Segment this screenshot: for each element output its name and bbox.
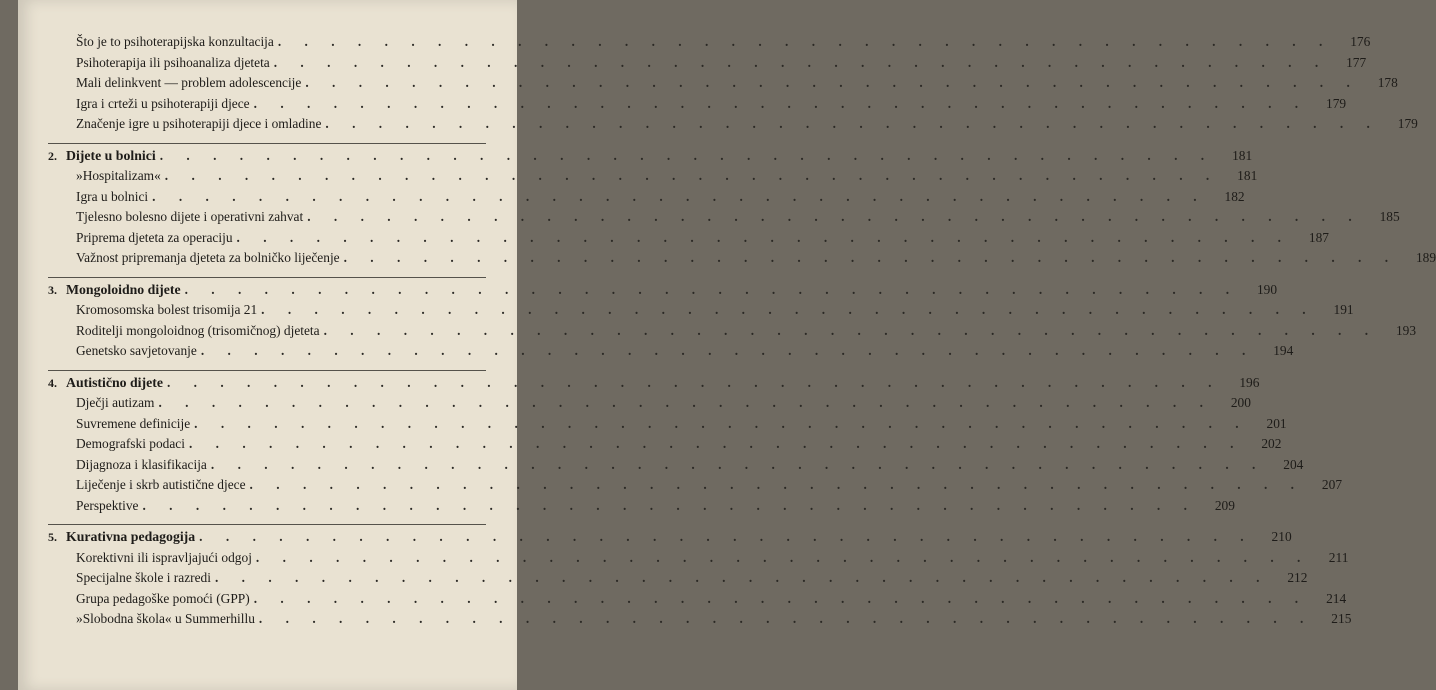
- chapter-title: Mongoloidno dijete: [66, 281, 181, 297]
- page-number: 190: [1256, 281, 1278, 297]
- page-number: 178: [1377, 75, 1398, 90]
- page-number: 194: [1273, 343, 1294, 358]
- page-number: 202: [1261, 436, 1282, 451]
- chapter-number: 3.: [48, 282, 57, 297]
- dot-leader: . . . . . . . . . . . . . . . . . . . . . . . . . . . . . . . . . . . . . . . .: [166, 374, 1222, 390]
- chapter-title: Kurativna pedagogija: [66, 529, 196, 544]
- page-number: 211: [1328, 549, 1349, 565]
- entry-title: Igra u bolnici: [76, 188, 149, 204]
- toc-chapter-row: [48, 147, 1253, 169]
- dot-leader: . . . . . . . . . . . . . . . . . . . . . . . . . . . . . . . . . . . . . . . .: [164, 168, 1220, 183]
- table-of-contents: [48, 34, 1436, 632]
- dot-leader: . . . . . . . . . . . . . . . . . . . . . . . . . . . . . . . . . . . . . . . .: [159, 147, 1215, 163]
- page-number: 193: [1395, 322, 1417, 338]
- page-number: 196: [1239, 374, 1260, 390]
- entry-title: Važnost pripremanja djeteta za bolničko liječenje: [76, 250, 340, 265]
- chapter-number: 2.: [48, 148, 57, 163]
- dot-leader: . . . . . . . . . . . . . . . . . . . . . . . . . . . . . . . . . . . . . . . .: [158, 395, 1213, 410]
- entry-title: Što je to psihoterapijska konzultacija: [76, 34, 274, 49]
- toc-chapter-row: [48, 529, 1292, 550]
- entry-title: Korektivni ili ispravljajući odgoj: [76, 549, 252, 565]
- page-number: 191: [1333, 302, 1354, 317]
- toc-entry-row: [48, 75, 1398, 96]
- entry-title: Genetsko savjetovanje: [76, 343, 197, 358]
- toc-section: [48, 277, 1417, 364]
- dot-leader: . . . . . . . . . . . . . . . . . . . . . . . . . . . . . . . . . . . . . . . .: [323, 322, 1379, 338]
- page-number: 179: [1397, 116, 1418, 131]
- dot-leader: . . . . . . . . . . . . . . . . . . . . . . . . . . . . . . . . . . . . . . . .: [194, 415, 1249, 431]
- page-number: 207: [1321, 477, 1343, 492]
- page-number: 185: [1379, 209, 1400, 224]
- page-number: 189: [1415, 250, 1436, 265]
- dot-leader: . . . . . . . . . . . . . . . . . . . . . . . . . . . . . . . . . . . . . . . .: [343, 250, 1399, 265]
- page-number: 181: [1232, 147, 1253, 163]
- dot-leader: . . . . . . . . . . . . . . . . . . . . . . . . . . . . . . . . . . . . . . . .: [184, 281, 1240, 297]
- dot-leader: . . . . . . . . . . . . . . . . . . . . . . . . . . . . . . . . . . . . . . . .: [253, 590, 1309, 606]
- dot-leader: . . . . . . . . . . . . . . . . . . . . . . . . . . . . . . . . . . . . . . . .: [249, 477, 1305, 492]
- dot-leader: . . . . . . . . . . . . . . . . . . . . . . . . . . . . . . . . . . . . . . . .: [273, 54, 1329, 70]
- toc-entry-row: [48, 611, 1352, 632]
- entry-title: Značenje igre u psihoterapiji djece i omladine: [76, 116, 322, 131]
- chapter-number: 5.: [48, 530, 57, 544]
- toc-entry-row: [48, 549, 1349, 571]
- entry-title: Mali delinkvent — problem adolescencije: [76, 75, 302, 90]
- toc-entry-row: [48, 250, 1436, 271]
- entry-title: Suvremene definicije: [76, 415, 191, 431]
- dot-leader: . . . . . . . . . . . . . . . . . . . . . . . . . . . . . . . . . . . . . . . .: [152, 188, 1207, 204]
- toc-entry-row: [48, 302, 1354, 323]
- dot-leader: . . . . . . . . . . . . . . . . . . . . . . . . . . . . . . . . . . . . . . . .: [253, 95, 1309, 111]
- toc-entry-row: [48, 395, 1251, 416]
- chapter-title: Autistično dijete: [66, 374, 163, 390]
- toc-entry-row: [48, 209, 1400, 230]
- toc-section: [48, 143, 1436, 271]
- toc-entry-row: [48, 477, 1343, 498]
- toc-section: [48, 524, 1352, 632]
- page-number: 176: [1350, 34, 1371, 49]
- toc-entry-row: [48, 34, 1371, 55]
- entry-title: Dijagnoza i klasifikacija: [76, 456, 207, 472]
- dot-leader: . . . . . . . . . . . . . . . . . . . . . . . . . . . . . . . . . . . . . . . .: [142, 497, 1197, 513]
- toc-entry-row: [48, 570, 1308, 591]
- dot-leader: . . . . . . . . . . . . . . . . . . . . . . . . . . . . . . . . . . . . . . . .: [188, 436, 1244, 451]
- toc-entry-row: [48, 436, 1282, 457]
- toc-chapter-row: [48, 281, 1278, 303]
- entry-title: »Hospitalizam«: [76, 168, 161, 183]
- page-number: 209: [1214, 497, 1235, 513]
- entry-title: Liječenje i skrb autistične djece: [76, 477, 246, 492]
- dot-leader: . . . . . . . . . . . . . . . . . . . . . . . . . . . . . . . . . . . . . . . .: [307, 209, 1362, 224]
- chapter-number: 4.: [48, 375, 57, 390]
- toc-section: [48, 370, 1343, 519]
- entry-title: Kromosomska bolest trisomija 21: [76, 302, 258, 317]
- toc-entry-row: [48, 116, 1418, 137]
- toc-entry-row: [48, 456, 1304, 478]
- dot-leader: . . . . . . . . . . . . . . . . . . . . . . . . . . . . . . . . . . . . . . . .: [199, 529, 1254, 544]
- entry-title: Igra i crteži u psihoterapiji djece: [76, 95, 250, 111]
- dot-leader: . . . . . . . . . . . . . . . . . . . . . . . . . . . . . . . . . . . . . . . .: [255, 549, 1311, 565]
- page-number: 177: [1346, 54, 1367, 70]
- page-number: 182: [1224, 188, 1245, 204]
- entry-title: Demografski podaci: [76, 436, 185, 451]
- dot-leader: . . . . . . . . . . . . . . . . . . . . . . . . . . . . . . . . . . . . . . . .: [210, 456, 1266, 472]
- page-number: 212: [1287, 570, 1308, 585]
- toc-entry-row: [48, 322, 1417, 344]
- toc-entry-row: [48, 229, 1329, 251]
- book-page: [18, 0, 1436, 690]
- dot-leader: . . . . . . . . . . . . . . . . . . . . . . . . . . . . . . . . . . . . . . . .: [236, 229, 1291, 245]
- entry-title: Perspektive: [76, 497, 139, 513]
- toc-entry-row: [48, 95, 1347, 117]
- entry-title: Psihoterapija ili psihoanaliza djeteta: [76, 54, 270, 70]
- toc-entry-row: [48, 54, 1367, 76]
- dot-leader: . . . . . . . . . . . . . . . . . . . . . . . . . . . . . . . . . . . . . . . .: [261, 302, 1316, 317]
- page-number: 187: [1308, 229, 1329, 245]
- page-number: 181: [1237, 168, 1258, 183]
- toc-entry-row: [48, 168, 1258, 189]
- toc-section: [48, 34, 1418, 137]
- entry-title: »Slobodna škola« u Summerhillu: [76, 611, 255, 626]
- toc-entry-row: [48, 343, 1294, 364]
- dot-leader: . . . . . . . . . . . . . . . . . . . . . . . . . . . . . . . . . . . . . . . .: [305, 75, 1360, 90]
- page-number: 200: [1230, 395, 1251, 410]
- toc-entry-row: [48, 415, 1287, 437]
- entry-title: Priprema djeteta za operaciju: [76, 229, 233, 245]
- entry-title: Specijalne škole i razredi: [76, 570, 211, 585]
- entry-title: Grupa pedagoške pomoći (GPP): [76, 590, 250, 606]
- dot-leader: . . . . . . . . . . . . . . . . . . . . . . . . . . . . . . . . . . . . . . . .: [258, 611, 1314, 626]
- dot-leader: . . . . . . . . . . . . . . . . . . . . . . . . . . . . . . . . . . . . . . . .: [214, 570, 1270, 585]
- entry-title: Tjelesno bolesno dijete i operativni zahvat: [76, 209, 304, 224]
- toc-entry-row: [48, 188, 1245, 210]
- toc-chapter-row: [48, 374, 1260, 396]
- page-number: 215: [1331, 611, 1352, 626]
- entry-title: Dječji autizam: [76, 395, 155, 410]
- dot-leader: . . . . . . . . . . . . . . . . . . . . . . . . . . . . . . . . . . . . . . . .: [325, 116, 1380, 131]
- page-number: 210: [1271, 529, 1292, 544]
- dot-leader: . . . . . . . . . . . . . . . . . . . . . . . . . . . . . . . . . . . . . . . .: [200, 343, 1256, 358]
- toc-entry-row: [48, 590, 1347, 612]
- page-number: 179: [1326, 95, 1347, 111]
- page-number: 214: [1326, 590, 1347, 606]
- toc-entry-row: [48, 497, 1235, 519]
- page-number: 201: [1266, 415, 1287, 431]
- page-number: 204: [1283, 456, 1304, 472]
- entry-title: Roditelji mongoloidnog (trisomičnog) djeteta: [76, 322, 320, 338]
- dot-leader: . . . . . . . . . . . . . . . . . . . . . . . . . . . . . . . . . . . . . . . .: [277, 34, 1333, 49]
- chapter-title: Dijete u bolnici: [66, 147, 156, 163]
